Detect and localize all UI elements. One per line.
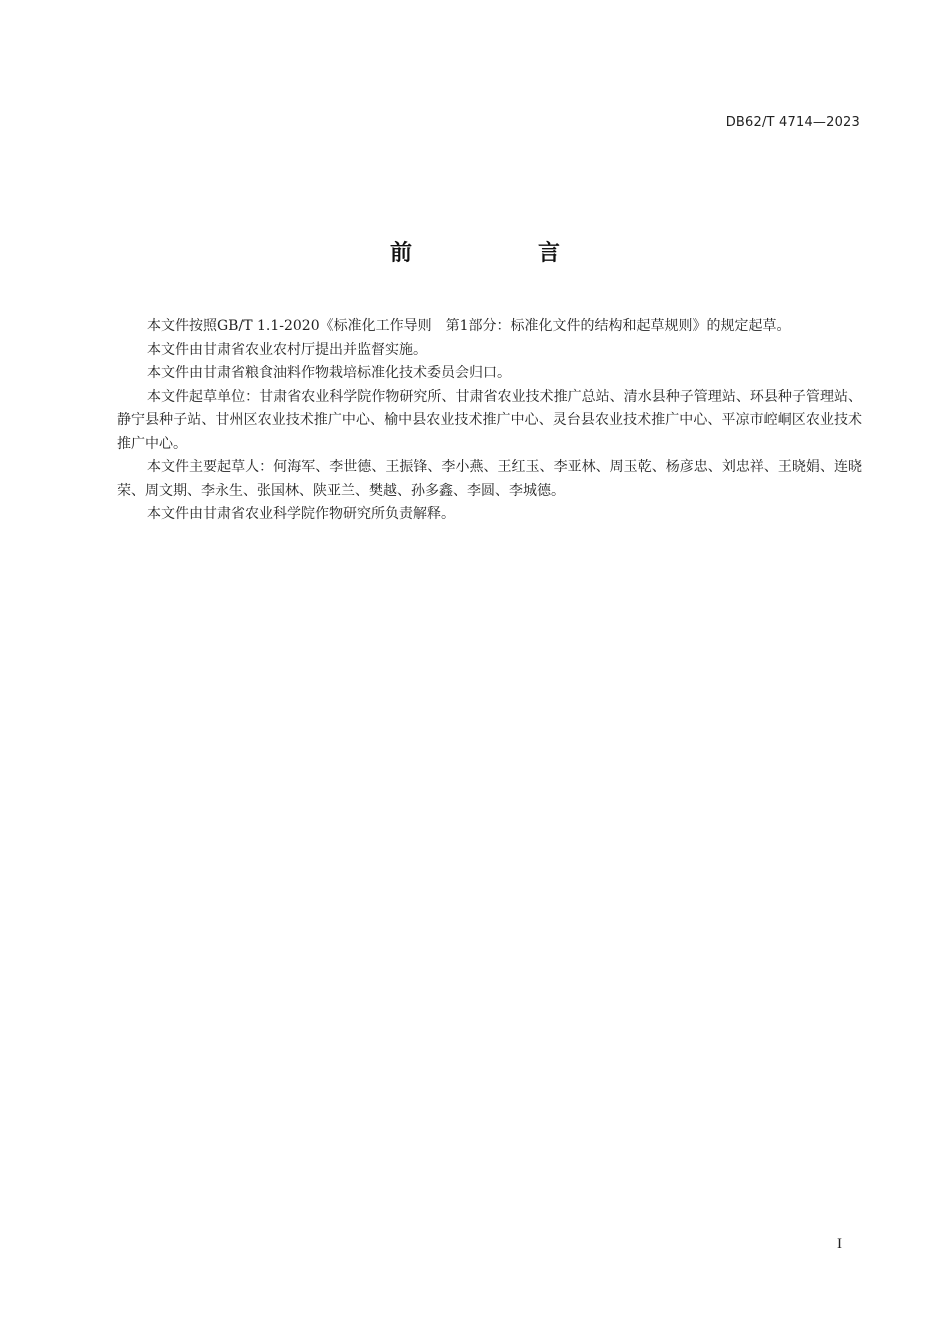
paragraph-drafters: 本文件主要起草人：何海军、李世德、王振锋、李小燕、王红玉、李亚林、周玉乾、杨彦忠、刘忠祥、王晓娟、连晓荣、周文期、李永生、张国林、陕亚兰、樊越、孙多鑫、李圆、李城德。 — [117, 459, 862, 499]
paragraph-interpretation: 本文件由甘肃省农业科学院作物研究所负责解释。 — [147, 506, 455, 522]
paragraph-drafting-units: 本文件起草单位：甘肃省农业科学院作物研究所、甘肃省农业技术推广总站、清水县种子管理站、环县种子管理站、静宁县种子站、甘州区农业技术推广中心、榆中县农业技术推广中心、灵台县农业技术推广中心、平凉市崆峒区农业技术推广中心。 — [117, 388, 862, 452]
paragraph-drafting-basis: 本文件按照GB/T 1.1-2020《标准化工作导则 第1部分：标准化文件的结构和起草规则》的规定起草。 — [147, 318, 791, 334]
document-code: DB62/T 4714—2023 — [725, 115, 860, 130]
page-number: I — [837, 1236, 842, 1252]
paragraph-proposer: 本文件由甘肃省农业农村厅提出并监督实施。 — [147, 341, 427, 358]
page-title: 前 言 — [389, 241, 612, 266]
foreword-body — [117, 315, 862, 527]
paragraph-committee: 本文件由甘肃省粮食油料作物栽培标准化技术委员会归口。 — [147, 365, 511, 381]
